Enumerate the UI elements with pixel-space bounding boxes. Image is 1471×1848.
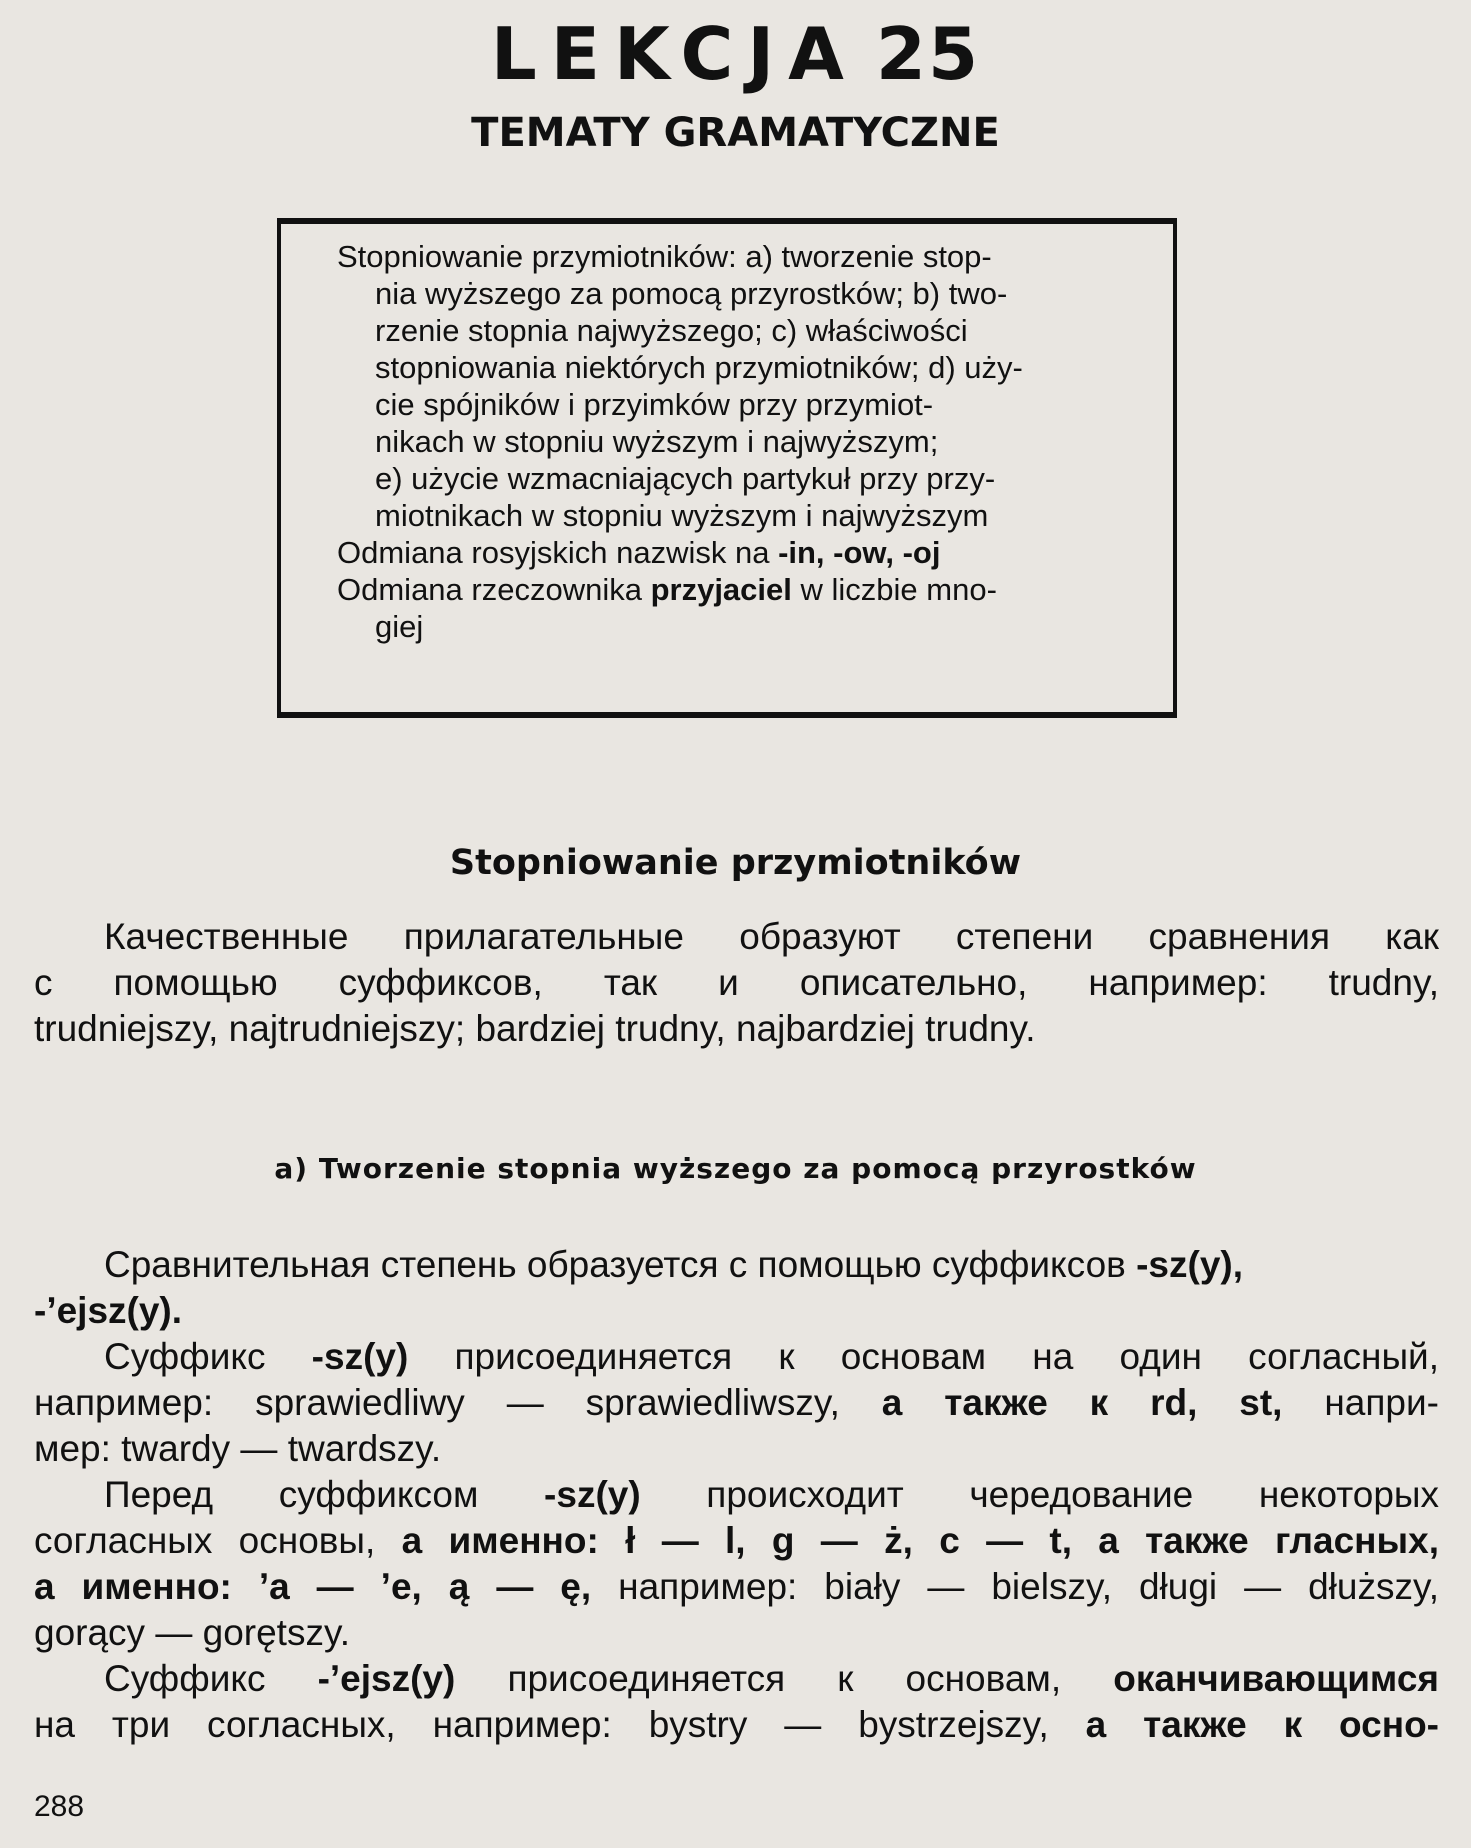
lesson-subtitle: TEMATY GRAMATYCZNE: [471, 110, 1000, 156]
topic-line: e) użycie wzmacniających partykuł przy przy-: [375, 461, 996, 496]
paragraph-line: Перед суффиксом -sz(y) происходит чередование некоторых: [104, 1474, 1439, 1515]
paragraph-line: Суффикс -’ejsz(y) присоединяется к основам, оканчивающимся: [104, 1658, 1439, 1699]
intro-line: Качественные прилагательные образуют степени сравнения как: [104, 916, 1439, 957]
grammar-topics-box: [277, 218, 1177, 718]
lesson-title: [0, 12, 1471, 96]
paragraph-line: Суффикс -sz(y) присоединяется к основам на один согласный,: [104, 1336, 1439, 1377]
page-number: 288: [34, 1790, 85, 1823]
topic-line: Stopniowanie przymiotników: a) tworzenie stop-: [337, 239, 992, 274]
topic-line: miotnikach w stopniu wyższym i najwyższym: [375, 498, 989, 533]
topic-line: stopniowania niektórych przymiotników; d) uży-: [375, 350, 1023, 385]
paragraph-line: например: sprawiedliwy — sprawiedliwszy, а также к rd, st, напри-: [34, 1382, 1439, 1423]
topic-line: nia wyższego za pomocą przyrostków; b) two-: [375, 276, 1008, 311]
lesson-number: 25: [875, 12, 981, 96]
topic-line-surnames: Odmiana rosyjskich nazwisk na -in, -ow, -oj: [337, 535, 941, 570]
section-heading: Stopniowanie przymiotników: [449, 843, 1022, 883]
paragraph-line: согласных основы, а именно: ł — l, g — ż, c — t, а также гласных,: [34, 1520, 1439, 1561]
paragraph-line: на три согласных, например: bystry — bystrzejszy, а также к осно-: [34, 1704, 1439, 1745]
subsection-heading: a) Tworzenie stopnia wyższego za pomocą przyrostków: [274, 1152, 1197, 1185]
topic-line: cie spójników i przyimków przy przymiot-: [375, 387, 934, 422]
intro-line: trudniejszy, najtrudniejszy; bardziej trudny, najbardziej trudny.: [34, 1008, 1036, 1049]
paragraph-line: а именно: ’a — ’e, ą — ę, например: biały — bielszy, długi — dłuższy,: [34, 1566, 1439, 1607]
paragraph-line: мер: twardy — twardszy.: [34, 1428, 442, 1469]
lesson-word: LEKCJA: [490, 12, 858, 96]
paragraph-line: -’ejsz(y).: [34, 1290, 183, 1331]
intro-line: с помощью суффиксов, так и описательно, например: trudny,: [34, 962, 1439, 1003]
topic-line-noun: Odmiana rzeczownika przyjaciel w liczbie mno-: [337, 572, 997, 607]
topic-line: giej: [375, 609, 424, 644]
topic-line: nikach w stopniu wyższym i najwyższym;: [375, 424, 939, 459]
paragraph-line: gorący — gorętszy.: [34, 1612, 350, 1653]
topic-line: rzenie stopnia najwyższego; c) właściwości: [375, 313, 968, 348]
paragraph-line: Сравнительная степень образуется с помощью суффиксов -sz(y),: [104, 1244, 1243, 1285]
